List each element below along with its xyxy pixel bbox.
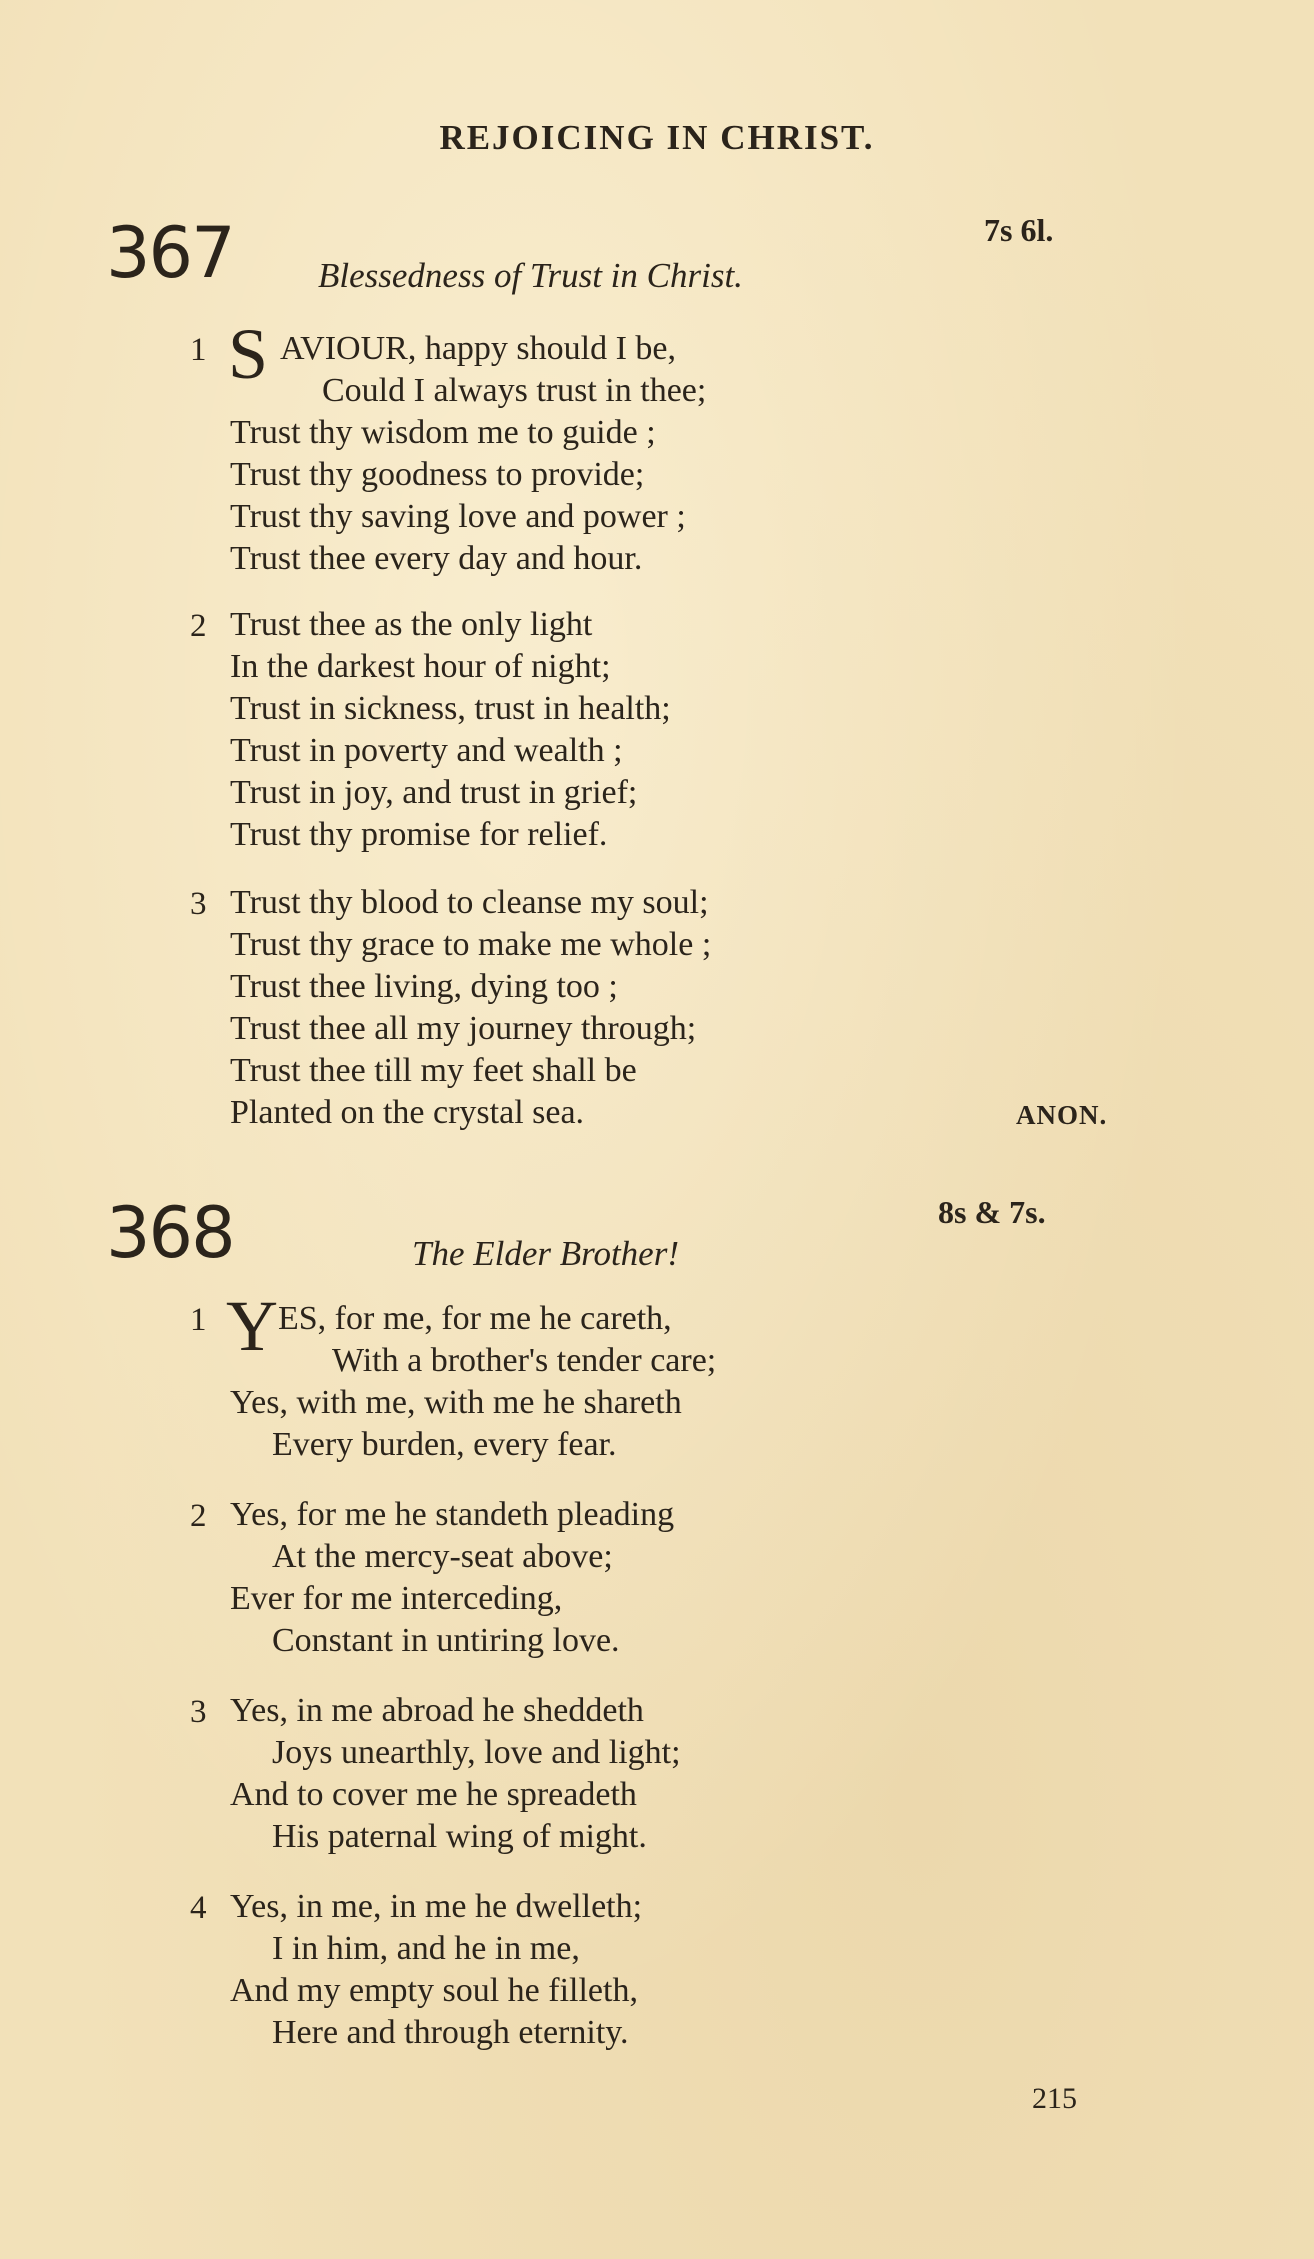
verse-line: With a brother's tender care; bbox=[332, 1342, 717, 1379]
verse-line: Every burden, every fear. bbox=[272, 1426, 617, 1463]
hymn-title: Blessedness of Trust in Christ. bbox=[318, 256, 743, 295]
verse-line: Trust thee till my feet shall be bbox=[230, 1052, 637, 1089]
verse-line: Ever for me interceding, bbox=[230, 1580, 563, 1617]
verse-line: Planted on the crystal sea. bbox=[230, 1094, 585, 1131]
verse-line: Trust in joy, and trust in grief; bbox=[230, 774, 638, 811]
hymn-meter: 8s & 7s. bbox=[938, 1194, 1046, 1230]
hymn-meter: 7s 6l. bbox=[984, 212, 1054, 248]
verse-line: Trust thy grace to make me whole ; bbox=[230, 926, 712, 963]
verse-line: Trust in poverty and wealth ; bbox=[230, 732, 623, 769]
hymn-title: The Elder Brother! bbox=[412, 1234, 679, 1273]
drop-cap: Y bbox=[226, 1286, 278, 1366]
verse-line: Yes, in me, in me he dwelleth; bbox=[230, 1888, 643, 1925]
verse-line: AVIOUR, happy should I be, bbox=[280, 330, 677, 367]
verse-line: Trust thy blood to cleanse my soul; bbox=[230, 884, 709, 921]
verse-line: ES, for me, for me he careth, bbox=[278, 1300, 672, 1337]
hymn-attribution: ANON. bbox=[1016, 1100, 1108, 1130]
verse-line: Here and through eternity. bbox=[272, 2014, 629, 2051]
stanza-number: 4 bbox=[190, 1890, 207, 1926]
verse-line: Trust thee living, dying too ; bbox=[230, 968, 618, 1005]
verse-line: Yes, with me, with me he shareth bbox=[230, 1384, 682, 1421]
drop-cap: S bbox=[228, 314, 269, 394]
verse-line: I in him, and he in me, bbox=[272, 1930, 580, 1967]
verse-line: In the darkest hour of night; bbox=[230, 648, 611, 685]
stanza-number: 2 bbox=[190, 608, 207, 644]
verse-line: His paternal wing of might. bbox=[272, 1818, 647, 1855]
verse-line: Trust thy saving love and power ; bbox=[230, 498, 686, 535]
verse-line: Trust thee every day and hour. bbox=[230, 540, 643, 577]
verse-line: And to cover me he spreadeth bbox=[230, 1776, 637, 1813]
verse-line: Yes, for me he standeth pleading bbox=[230, 1496, 675, 1533]
verse-line: At the mercy-seat above; bbox=[272, 1538, 613, 1575]
verse-line: Trust thy wisdom me to guide ; bbox=[230, 414, 656, 451]
stanza-number: 3 bbox=[190, 886, 207, 922]
stanza-number: 2 bbox=[190, 1498, 207, 1534]
verse-line: Trust thy goodness to provide; bbox=[230, 456, 645, 493]
running-head: REJOICING IN CHRIST. bbox=[439, 118, 875, 157]
verse-line: And my empty soul he filleth, bbox=[230, 1972, 638, 2009]
hymn-number: 368 bbox=[106, 1192, 234, 1274]
stanza-number: 3 bbox=[190, 1694, 207, 1730]
verse-line: Yes, in me abroad he sheddeth bbox=[230, 1692, 644, 1729]
stanza-number: 1 bbox=[190, 1302, 207, 1338]
verse-line: Could I always trust in thee; bbox=[322, 372, 707, 409]
verse-line: Trust in sickness, trust in health; bbox=[230, 690, 671, 727]
hymn-number: 367 bbox=[106, 212, 234, 294]
verse-line: Joys unearthly, love and light; bbox=[272, 1734, 681, 1771]
verse-line: Trust thee as the only light bbox=[230, 606, 593, 643]
stanza-number: 1 bbox=[190, 332, 207, 368]
verse-line: Trust thy promise for relief. bbox=[230, 816, 608, 853]
verse-line: Trust thee all my journey through; bbox=[230, 1010, 697, 1047]
page-number: 215 bbox=[1032, 2082, 1077, 2115]
verse-line: Constant in untiring love. bbox=[272, 1622, 620, 1659]
